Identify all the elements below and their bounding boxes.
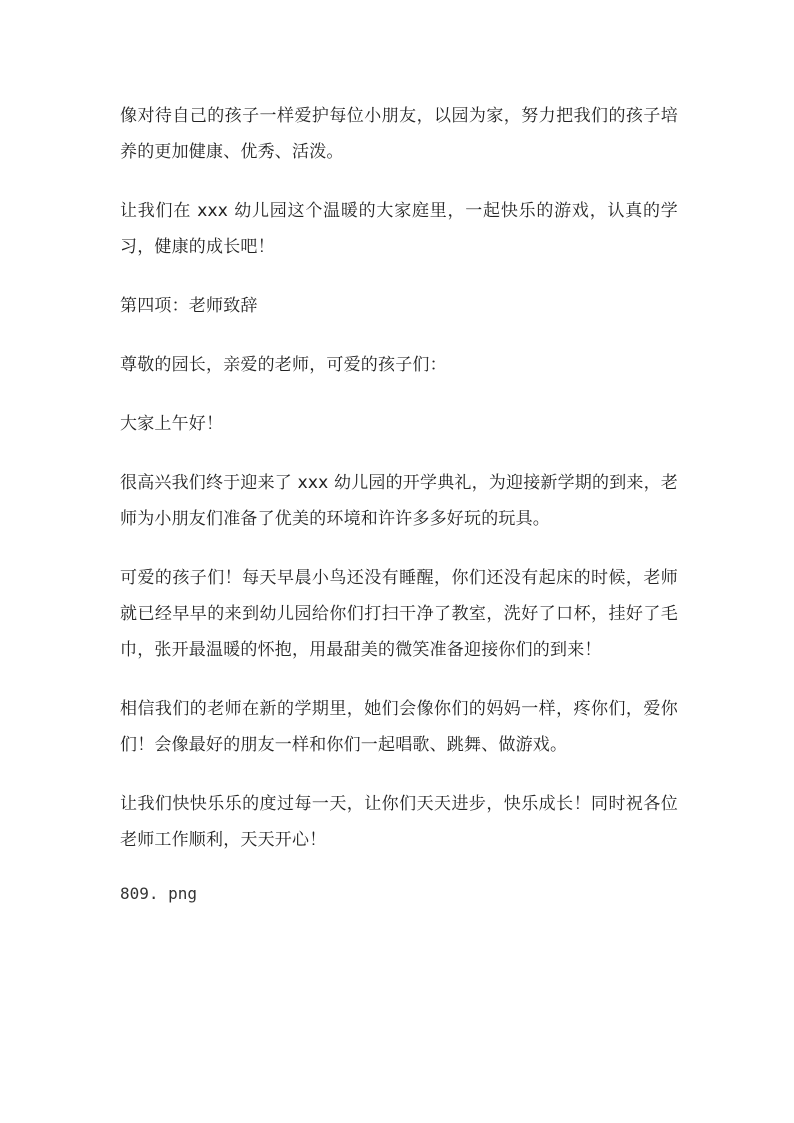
paragraph-warm-family: 让我们在 xxx 幼儿园这个温暖的大家庭里，一起快乐的游戏，认真的学习，健康的成长吧！ (120, 201, 678, 257)
paragraph-teachers-like-mothers: 相信我们的老师在新的学期里，她们会像你们的妈妈一样，疼你们，爱你们！会像最好的朋友一样和你们一起唱歌、跳舞、做游戏。 (120, 699, 678, 755)
paragraph-morning-preparation: 可爱的孩子们！每天早晨小鸟还没有睡醒，你们还没有起床的时候，老师就已经早早的来到幼儿园给你们打扫干净了教室，洗好了口杯，挂好了毛巾，张开最温暖的怀抱，用最甜美的微笑准备迎接你们的到来！ (120, 568, 678, 660)
section-heading-teacher-speech: 第四项：老师致辞 (120, 296, 258, 316)
paragraph-care-for-children: 像对待自己的孩子一样爱护每位小朋友，以园为家，努力把我们的孩子培养的更加健康、优秀、活泼。 (120, 106, 678, 162)
document-body (120, 98, 678, 912)
paragraph-opening-ceremony: 很高兴我们终于迎来了 xxx 幼儿园的开学典礼，为迎接新学期的到来，老师为小朋友们准备了优美的环境和许许多多好玩的玩具。 (120, 473, 678, 529)
paragraph-closing-wishes: 让我们快快乐乐的度过每一天，让你们天天进步，快乐成长！同时祝各位老师工作顺利，天天开心！ (120, 794, 678, 850)
speech-greeting: 大家上午好！ (120, 414, 224, 434)
speech-salutation: 尊敬的园长，亲爱的老师，可爱的孩子们： (120, 355, 447, 375)
image-filename-label: 809. png (120, 884, 198, 903)
